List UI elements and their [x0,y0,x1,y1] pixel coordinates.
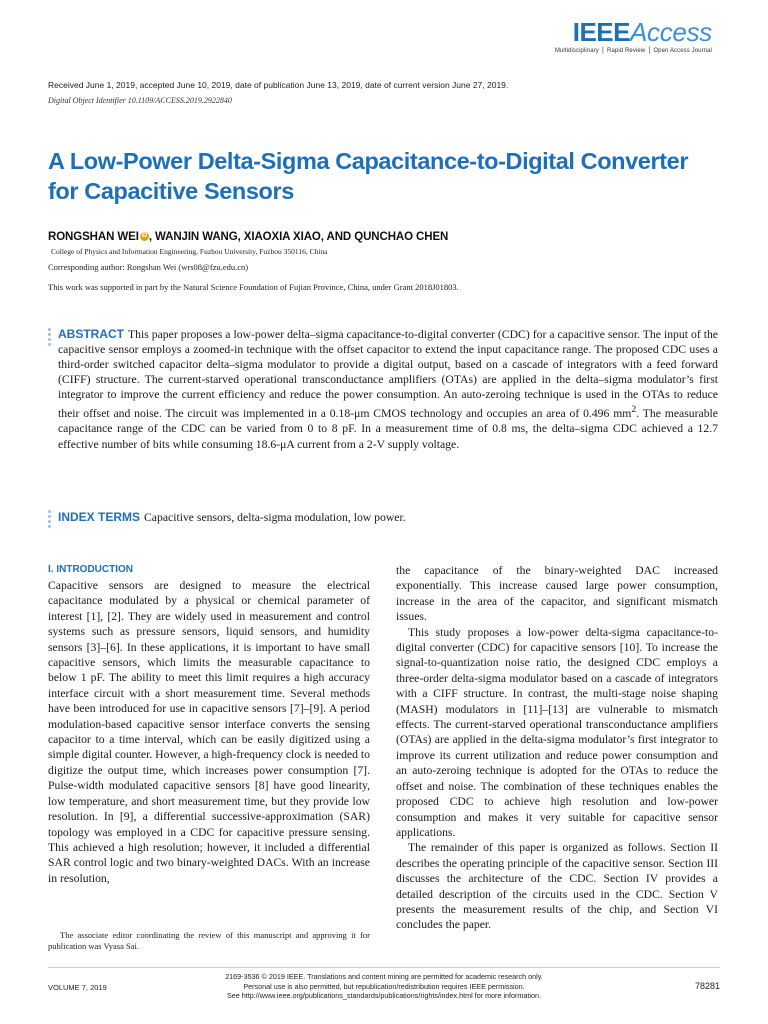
intro-paragraph-1-cont: the capacitance of the binary-weighted DAC increased exponentially. This increase caused large power consumption, increase in the area of the capacitor, and significant mismatch issues. [396,564,718,624]
corresponding-author: Corresponding author: Rongshan Wei (wrs08@fzu.edu.cn) [48,262,249,272]
affiliation: College of Physics and Information Engineering, Fuzhou University, Fuzhou 350116, China [51,247,328,256]
index-terms-text: Capacitive sensors, delta-sigma modulation, low power. [144,511,406,524]
orcid-icon[interactable]: iD [141,233,148,239]
doi[interactable]: Digital Object Identifier 10.1109/ACCESS.2019.2922840 [48,96,232,105]
first-author: RONGSHAN WEI [48,231,139,243]
abstract-dots-icon [48,328,51,348]
abstract [58,327,718,452]
section-heading-introduction: I. INTRODUCTION [48,564,133,575]
page-number: 78281 [694,981,720,991]
footer-divider [48,967,720,968]
logo-access: Access [629,17,712,47]
intro-paragraph-2: This study proposes a low-power delta-sigma capacitance-to-digital converter (CDC) for capacitive sensors [10]. To increase the signal-to-quantization noise ratio, the designed CDC employs a three-order delta-sigma modulator based on a cascade of integrators with a CIFF structure. In contrast, the multi-stage noise shaping (MASH) modulators in [11]–[13] are vulnerable to mismatch effects. The current-starved operational transconductance amplifiers (OTAs) are applied in the delta-sigma modulator’s first integrator to improve its current utilization and reduce power consumption and an auto-zeroing technique is adopted for the OTAs to reduce the offset and noise. The combination of these techniques enables the proposed CDC to achieve high resolution and low-power consumption and makes it very suitable for capacitive sensor applications. [396,625,718,839]
other-authors: , WANJIN WANG, XIAOXIA XIAO, AND QUNCHAO CHEN [148,231,449,243]
abstract-text-2: . The measurable capacitance range of the CDC can be varied from 0 to 8 pF. In a measurement time of 0.8 ms, the delta–sigma CDC achieved a 12.7 effective number of bits while consuming 18.6-μA current from a 2-V supply voltage. [58,407,718,451]
abstract-label: ABSTRACT [58,327,124,341]
index-terms [58,510,718,525]
logo-ieee: IEEE [572,17,630,47]
right-column [396,563,718,933]
author-list [48,231,448,243]
intro-paragraph-1: Capacitive sensors are designed to measure the electrical capacitance modulated by a physical or chemical parameter of interest [1], [2]. They are widely used in measurement and control systems such as pressure sensors, liquid sensors, and humidity sensors [3]–[6]. In these applications, it is important to have small capacitive sensors, which limits the measurable capacitance to below 1 pF. The ability to meet this limit requires a high accuracy interface circuit with a short measurement time. Several methods have been introduced for use in capacitive sensors [7]–[9]. A period modulation-based capacitive sensor interface converts the sensing capacitor to a time interval, which can be easily digitized using a simple digital counter. However, a high-frequency clock is needed to digitize the output time, which increases power consumption [7]. Pulse-width modulated capacitive sensors [8] have good linearity, low temperature, and short measurement time, but they provide low resolution. In [9], a differential successive-approximation (SAR) topology was employed in a CDC for capacitive pressure sensing. This achieved a high resolution; however, it included a differential SAR control logic and two binary-weighted DACs. With an increase in resolution, [48,579,370,885]
index-terms-label: INDEX TERMS [58,510,141,524]
abstract-text-1: This paper proposes a low-power delta–sigma capacitance-to-digital converter (CDC) for a capacitive sensor. The input of the capacitive sensor employs a zoomed-in technique with the offset capacitor to extend the input capacitance range. The proposed CDC uses a third-order switched capacitor delta–sigma modulator to provide a digital output, based on a cascade of integrators with a feed forward (CIFF) structure. The current-starved operational transconductance amplifiers (OTAs) are applied in the delta–sigma modulator’s first integrator to improve the current efficiency and reduce the power consumption. An auto-zeroing technique is used in the OTAs to reduce their offset and noise. The circuit was implemented in a 0.18-μm CMOS technology and occupies an area of 0.496 mm [58,328,718,421]
article-meta [48,80,720,105]
abstract-superscript: 2 [631,404,637,416]
index-terms-dots-icon [48,510,51,530]
intro-paragraph-3: The remainder of this paper is organized as follows. Section II describes the operating principle of the capacitive sensor. Section III discusses the architecture of the CDC. Section IV provides a detailed description of the circuits used in the CDC. Section V presents the measurement results of the chip, and Section VI concludes the paper. [396,841,718,932]
paper-title: A Low-Power Delta-Sigma Capacitance-to-Digital Converter for Capacitive Sensors [48,148,689,204]
left-column [48,563,370,886]
license-line-3[interactable]: See http://www.ieee.org/publications_standards/publications/rights/index.html for more information. [226,991,542,1000]
license-line-1: 2169-3536 © 2019 IEEE. Translations and content mining are permitted for academic research only. [225,972,543,981]
logo-tagline: Multidisciplinary ⎪ Rapid Review ⎪ Open Access Journal [554,48,712,54]
license-line-2: Personal use is also permitted, but republication/redistribution requires IEEE permission. [243,981,525,991]
editor-footnote: The associate editor coordinating the review of this manuscript and approving it for publication was Vyasa Sai. [48,930,370,951]
license-notice [184,972,584,1001]
logo-wordmark [555,18,712,46]
funding-note: This work was supported in part by the Natural Science Foundation of Fujian Province, China, under Grant 2018J01803. [48,282,459,292]
journal-logo [555,18,712,54]
volume-label: VOLUME 7, 2019 [48,983,107,992]
received-dates: Received June 1, 2019, accepted June 10, 2019, date of publication June 13, 2019, date of current version June 27, 2019. [48,80,509,90]
